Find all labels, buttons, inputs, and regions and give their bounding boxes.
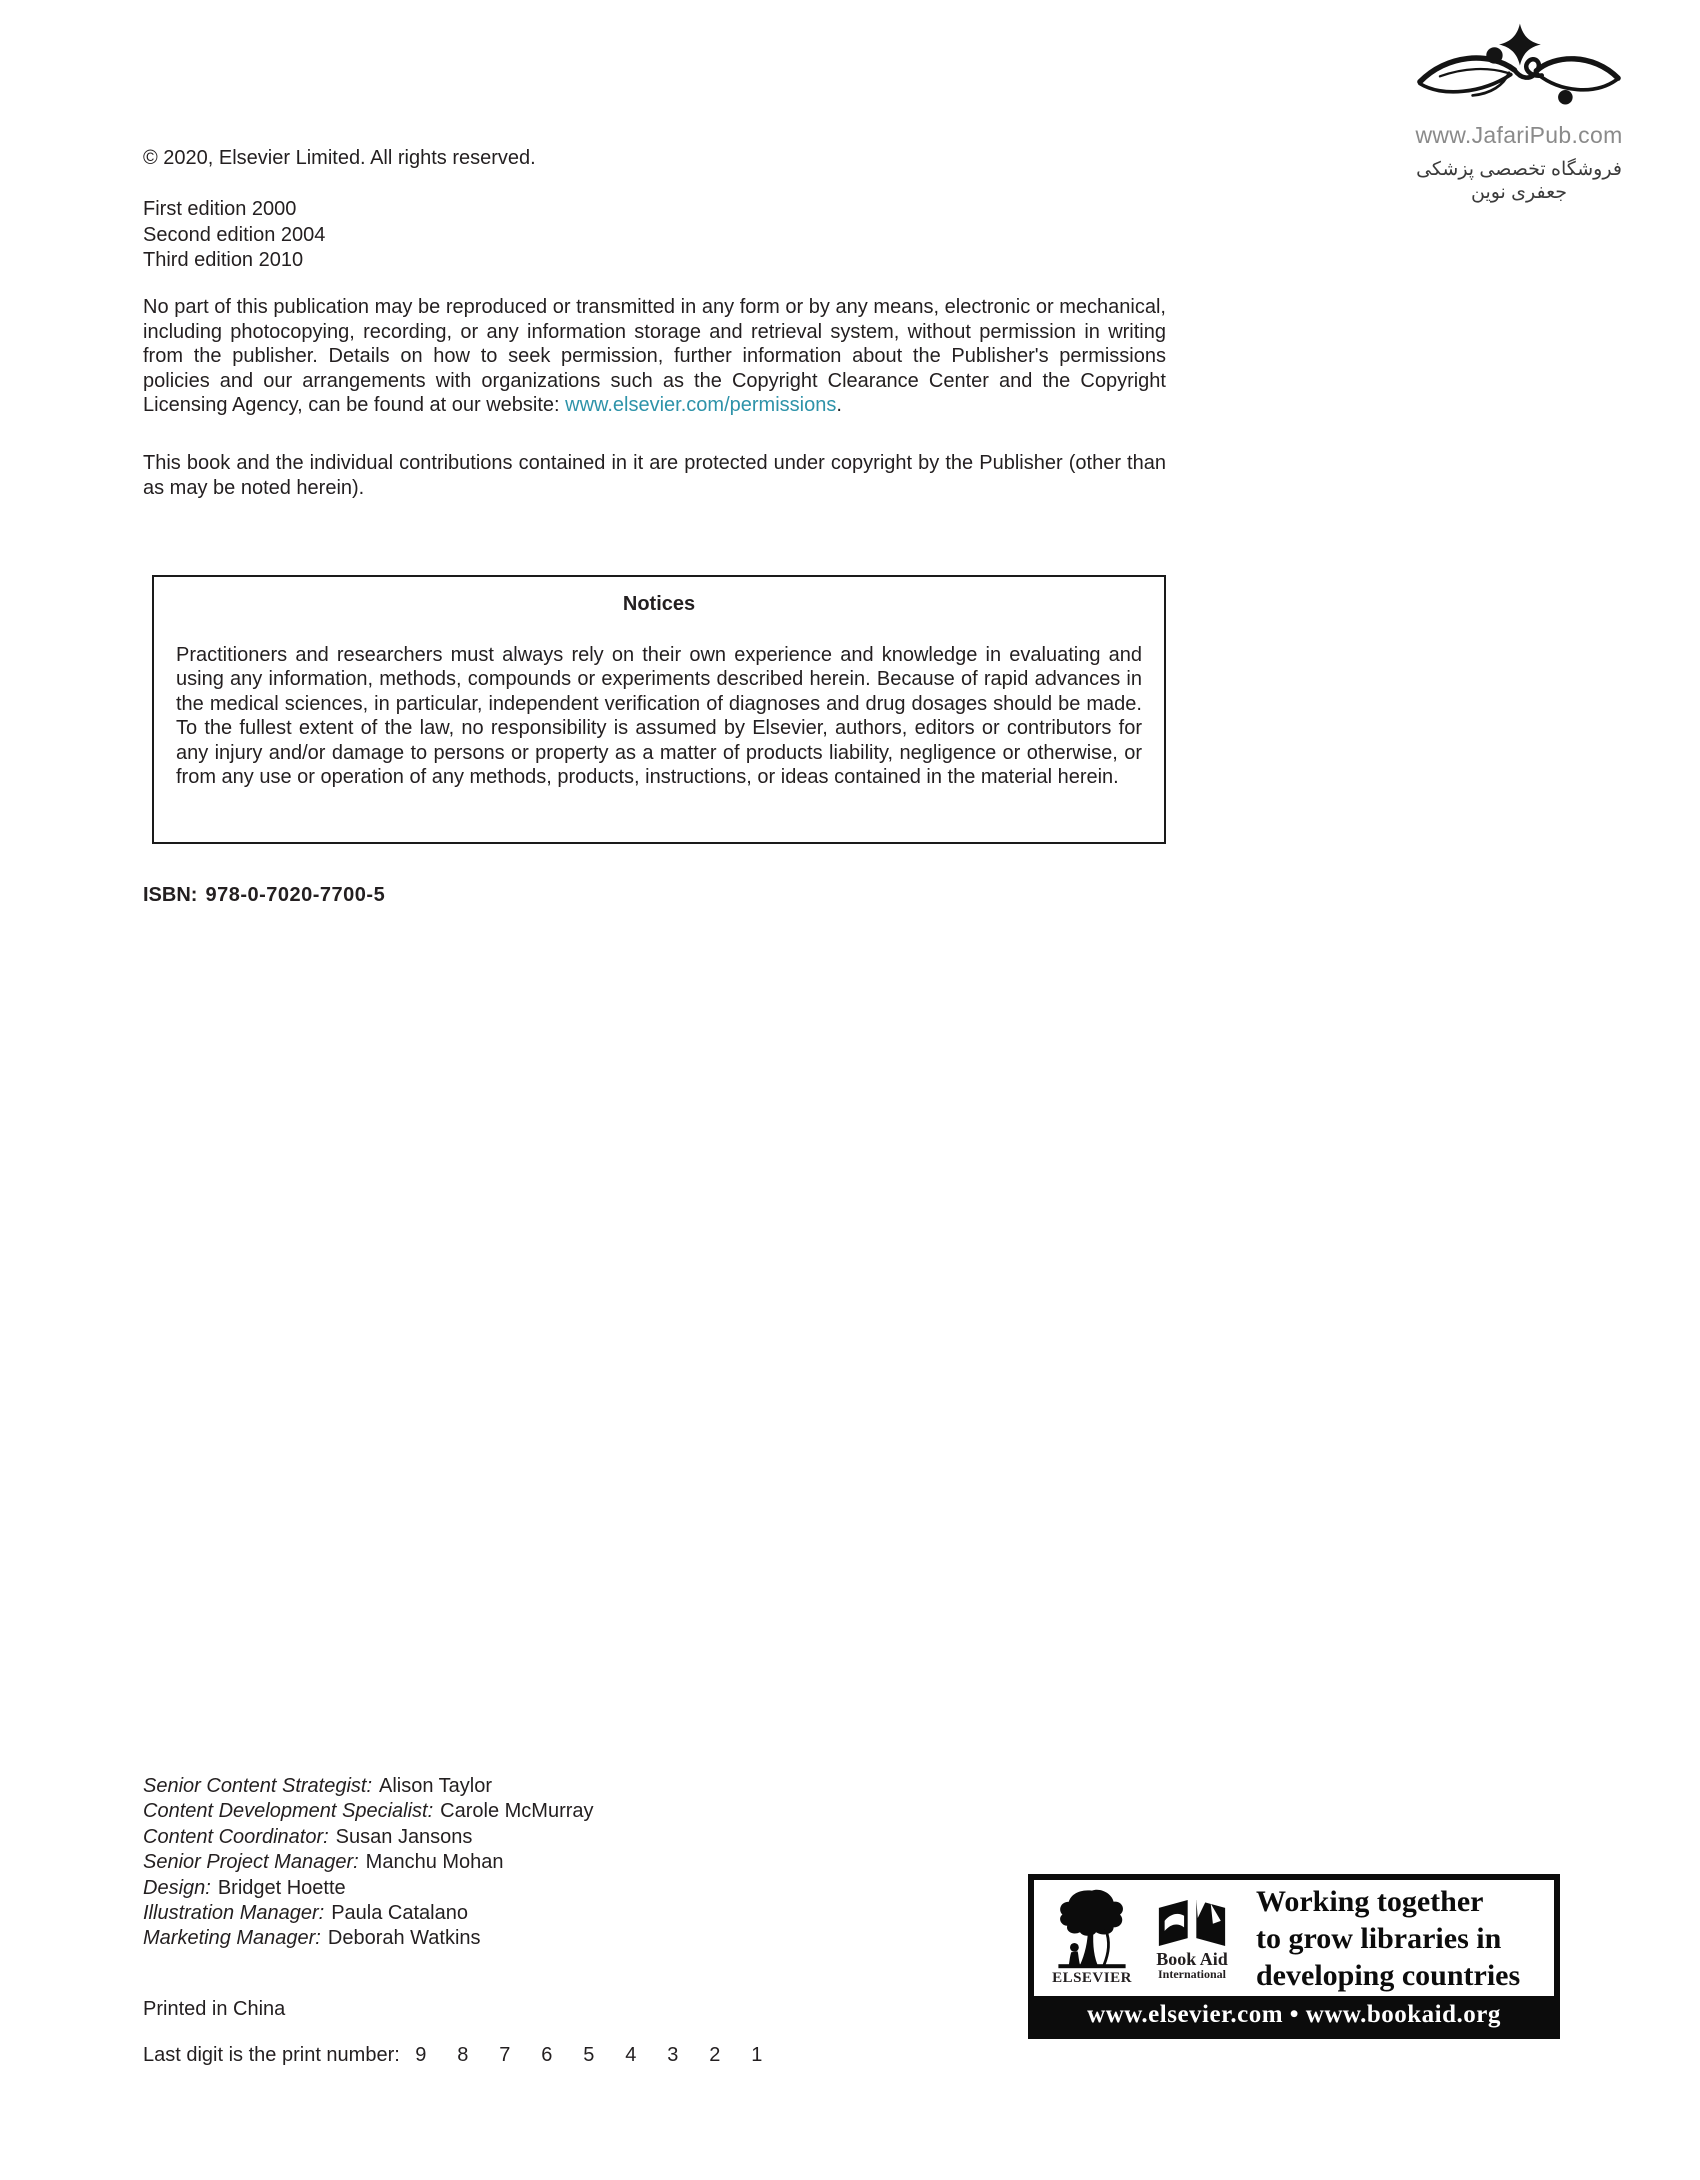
print-number-label: Last digit is the print number: — [143, 2044, 400, 2066]
credit-role: Illustration Manager: — [143, 1902, 325, 1925]
print-number-line — [143, 2043, 778, 2068]
credit-name: Bridget Hoette — [217, 1876, 346, 1899]
notices-title: Notices — [622, 593, 696, 615]
banner-message — [1256, 1883, 1520, 1994]
print-digit: 9 — [415, 2044, 427, 2066]
notices-box — [152, 575, 1166, 844]
jafari-calligraphy-icon — [1413, 20, 1625, 120]
credit-role: Senior Project Manager: — [143, 1851, 359, 1874]
copyright-protection-paragraph: This book and the individual contributions contained in it are protected under copyright by the Publisher (other than as may be noted herein). — [143, 452, 1166, 499]
permissions-paragraph — [143, 295, 1166, 418]
credit-role: Senior Content Strategist: — [143, 1775, 373, 1797]
print-digit: 4 — [625, 2044, 637, 2066]
credit-line — [143, 1774, 594, 1799]
permissions-text: No part of this publication may be reproduced or transmitted in any form or by any means, electronic or mechanical, including photocopying, recording, or any information storage and retrieval system, without permission in writing from the publisher. Details on how to seek permission, further information about the Publisher's permissions policies and our arrangements with organizations such as the Copyright Clearance Center and the Copyright Licensing Agency, can be found at our website: — [143, 296, 1166, 416]
edition-line: Third edition 2010 — [143, 249, 304, 271]
notices-body: Practitioners and researchers must always rely on their own experience and knowledge in evaluating and using any information, methods, compounds or experiments described herein. Because of rapid advances in the medical sciences, in particular, independent verification of diagnoses and drug dosages should be made. To the fullest extent of the law, no responsibility is assumed by Elsevier, authors, editors or contributors for any injury and/or damage to persons or property as a matter of products liability, negligence or otherwise, or from any use or operation of any methods, products, instructions, or ideas contained in the material herein. — [176, 643, 1142, 788]
credit-role: Content Development Specialist: — [143, 1800, 434, 1823]
bookaid-logo — [1144, 1897, 1240, 1980]
print-digit: 1 — [751, 2044, 763, 2066]
elsevier-tree-icon — [1055, 1889, 1129, 1969]
isbn — [143, 884, 385, 907]
credit-line — [143, 1876, 594, 1901]
credit-line — [143, 1850, 594, 1875]
edition-history — [143, 197, 325, 274]
print-digit: 6 — [541, 2044, 553, 2066]
permissions-link[interactable]: www.elsevier.com/permissions — [565, 394, 837, 416]
banner-footer-urls: www.elsevier.com • www.bookaid.org — [1034, 1996, 1554, 2033]
jafaripub-watermark — [1393, 20, 1645, 204]
credit-role: Content Coordinator: — [143, 1825, 329, 1848]
print-digit: 8 — [457, 2044, 469, 2066]
print-digit: 3 — [667, 2044, 679, 2066]
staff-credits — [143, 1774, 594, 1952]
credit-name: Manchu Mohan — [365, 1851, 504, 1874]
copyright-notice: © 2020, Elsevier Limited. All rights reserved. — [143, 147, 536, 169]
edition-line: First edition 2000 — [143, 198, 297, 220]
permissions-text-end: . — [836, 394, 842, 416]
bookaid-wordmark: Book Aid — [1156, 1948, 1228, 1969]
jafaripub-persian-caption: فروشگاه تخصصی پزشکی جعفری نوین — [1416, 159, 1622, 203]
credit-line — [143, 1926, 594, 1951]
isbn-label: ISBN: — [143, 884, 198, 906]
credit-name: Susan Jansons — [335, 1825, 473, 1848]
banner-main — [1034, 1880, 1554, 1996]
credit-name: Carole McMurray — [440, 1800, 594, 1823]
printed-in: Printed in China — [143, 1998, 286, 2020]
open-book-icon — [1156, 1897, 1228, 1949]
elsevier-wordmark: ELSEVIER — [1052, 1970, 1132, 1986]
edition-line: Second edition 2004 — [143, 223, 326, 246]
banner-message-line: Working together — [1256, 1884, 1484, 1918]
print-digit: 5 — [583, 2044, 595, 2066]
jafaripub-url: www.JafariPub.com — [1415, 122, 1623, 148]
credit-role: Design: — [143, 1876, 211, 1899]
credit-line — [143, 1901, 594, 1926]
bookaid-wordmark-sub: International — [1157, 1966, 1226, 1981]
print-digit: 2 — [709, 2044, 721, 2066]
print-digit: 7 — [499, 2044, 511, 2066]
credit-line — [143, 1825, 594, 1850]
elsevier-logo — [1048, 1889, 1136, 1987]
credit-role: Marketing Manager: — [143, 1927, 321, 1950]
credit-line — [143, 1799, 594, 1824]
isbn-value: 978-0-7020-7700-5 — [205, 884, 386, 906]
credit-name: Deborah Watkins — [327, 1927, 481, 1950]
bookaid-banner — [1028, 1874, 1560, 2039]
banner-message-line: developing countries — [1256, 1958, 1521, 1992]
credit-name: Alison Taylor — [379, 1775, 493, 1797]
credit-name: Paula Catalano — [331, 1902, 468, 1925]
banner-message-line: to grow libraries in — [1256, 1921, 1502, 1955]
